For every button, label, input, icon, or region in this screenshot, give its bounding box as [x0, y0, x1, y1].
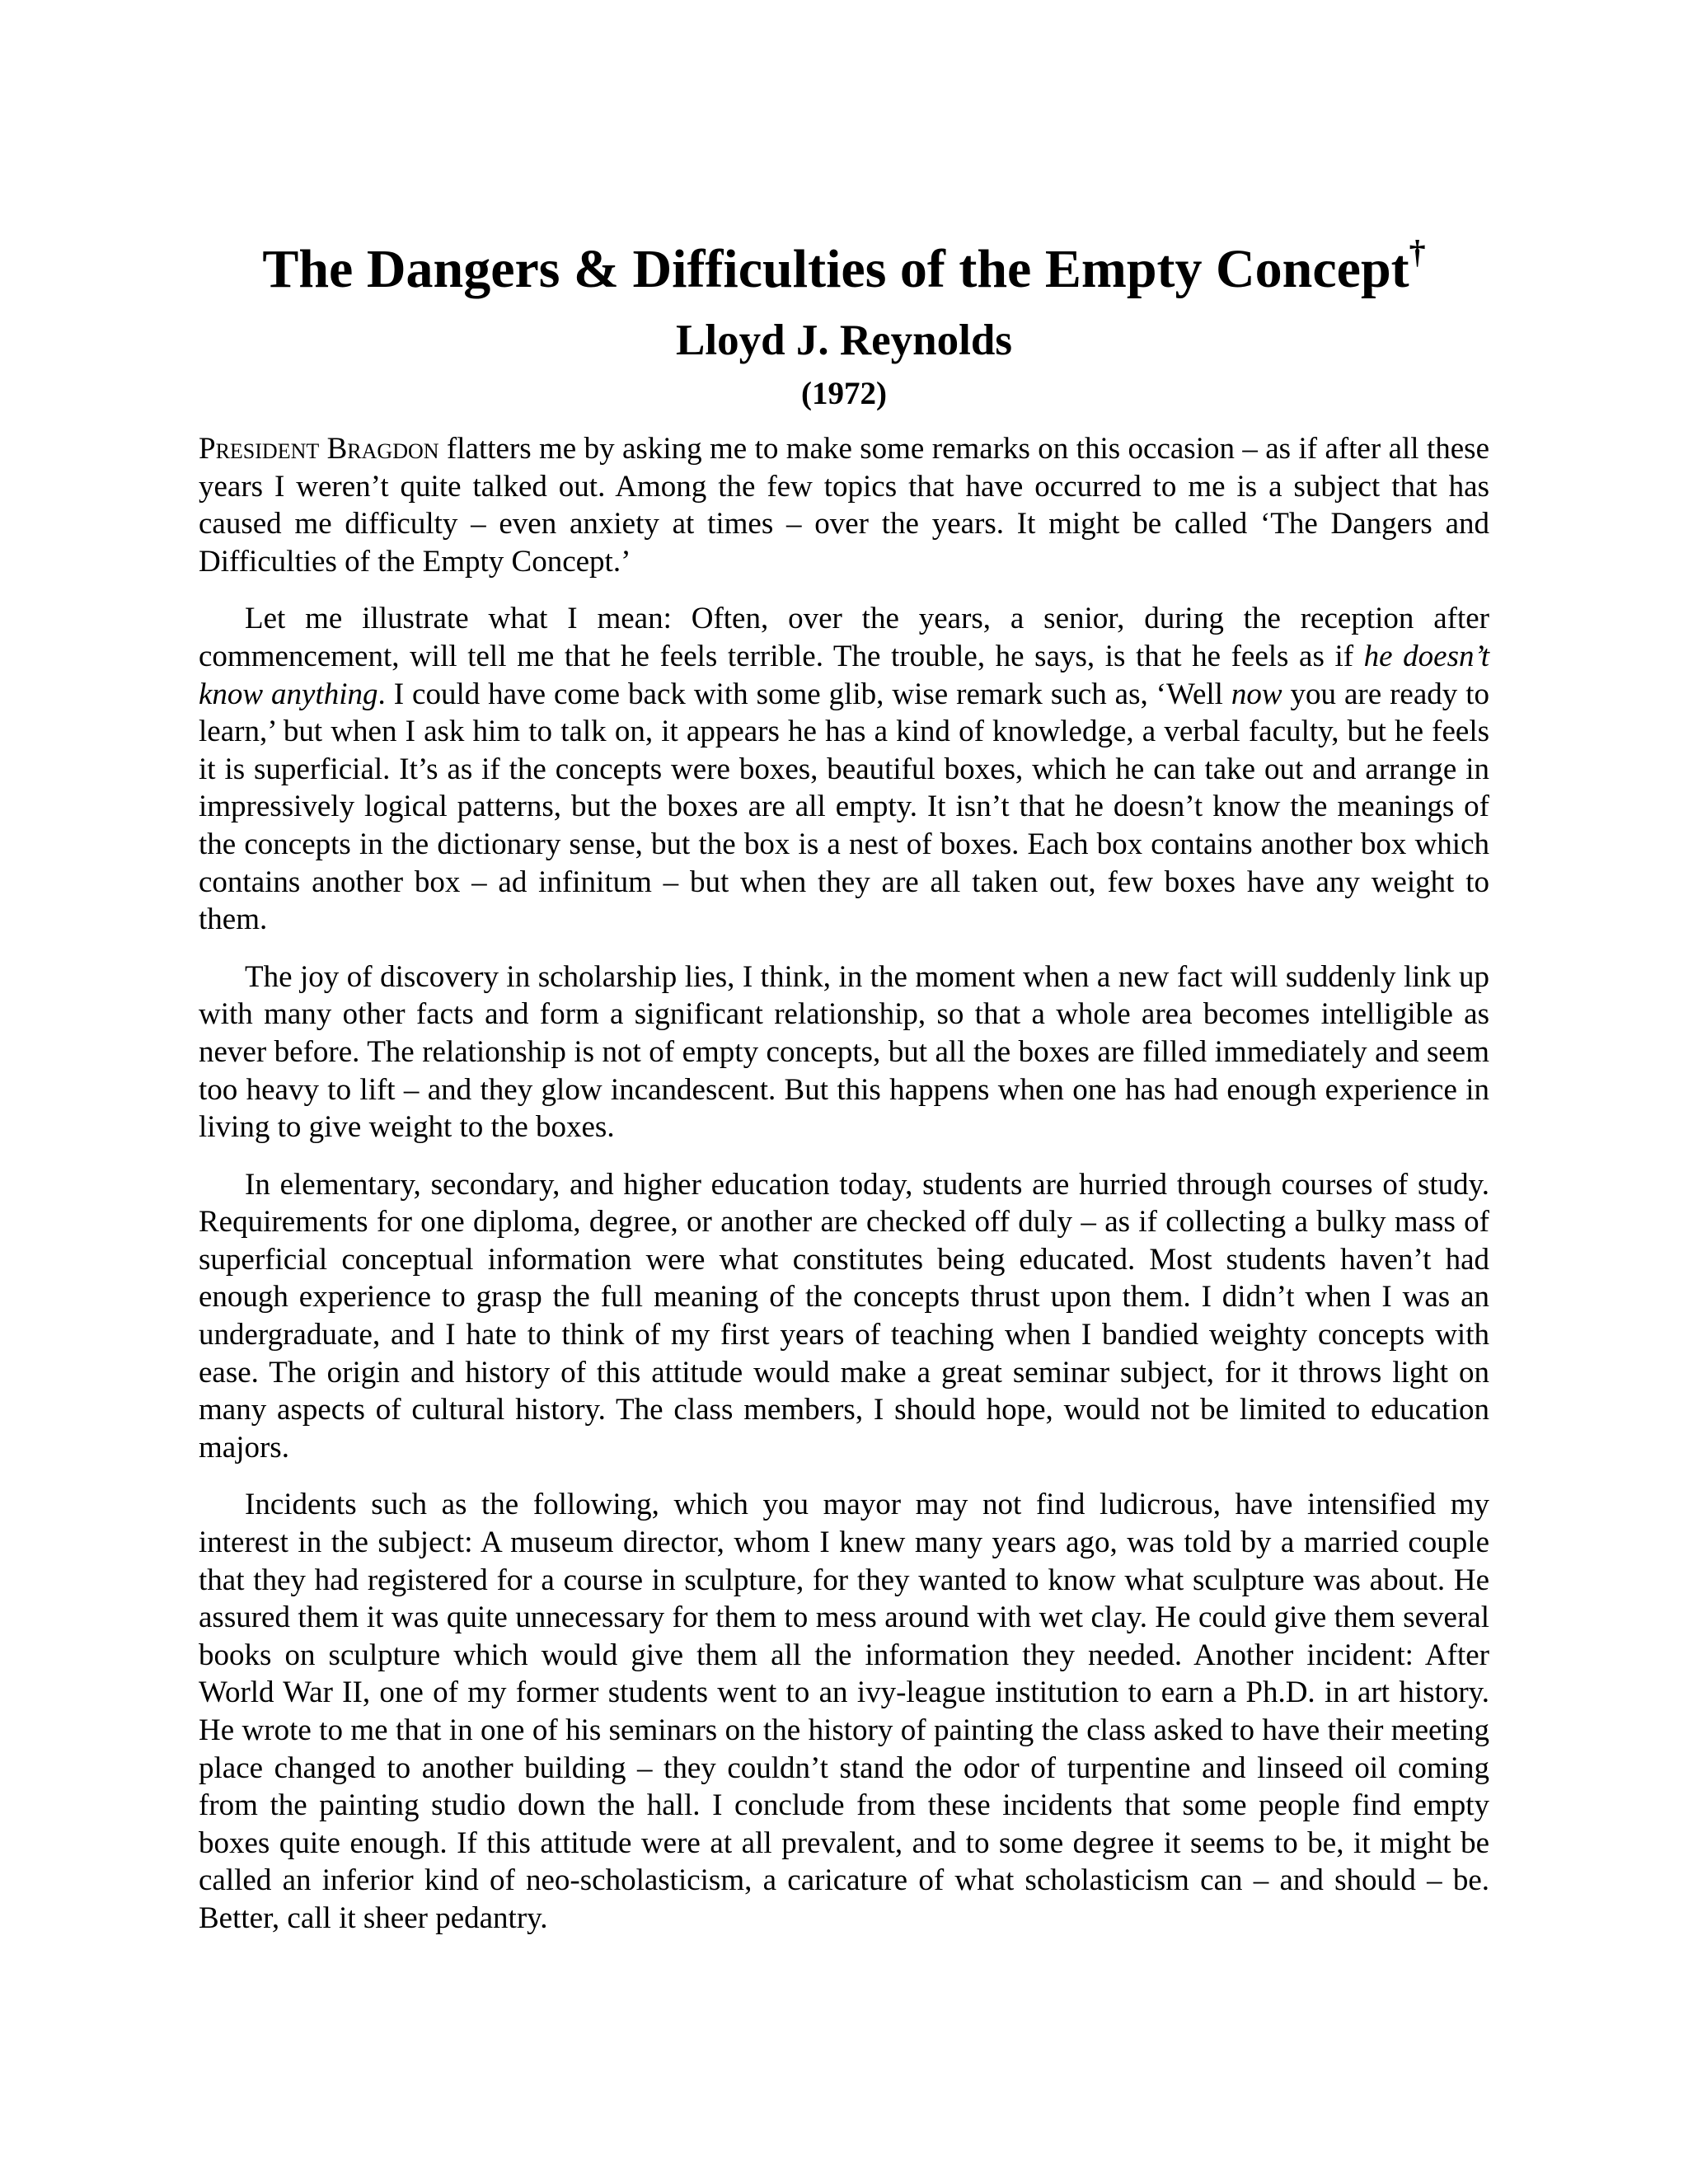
document-body — [199, 430, 1489, 1957]
paragraph-1 — [199, 430, 1489, 580]
small-caps-lead: President Bragdon — [199, 432, 439, 466]
author-name: Lloyd J. Reynolds — [676, 316, 1012, 364]
title-footnote-mark: † — [1409, 233, 1426, 270]
paragraph-1-text: flatters me by asking me to make some remarks on this occasion – as if after all these years I weren’t quite talked out. Among the few topics that have occurred to me is a subject that has caused me difficulty – even anxiety at times – over the years. It might be called ‘The Dangers and Difficulties of the Empty Concept.’ — [199, 432, 1489, 579]
paragraph-5: Incidents such as the following, which you mayor may not find ludicrous, have intensified my interest in the subject: A museum director, whom I knew many years ago, was told by a married couple that they had registered for a course in sculpture, for they wanted to know what sculpture was about. He assured them it was quite unnecessary for them to mess around with wet clay. He could give them several books on sculpture which would give them all the information they needed. Another incident: After World War II, one of my former students went to an ivy-league institution to earn a Ph.D. in art history. He wrote to me that in one of his seminars on the history of painting the class asked to have their meeting place changed to another building – they couldn’t stand the odor of turpentine and linseed oil coming from the painting studio down the hall. I conclude from these incidents that some people find empty boxes quite enough. If this attitude were at all prevalent, and to some degree it seems to be, it might be called an inferior kind of neo-scholasticism, a caricature of what scholasticism can – and should – be. Better, call it sheer pedantry. — [199, 1488, 1489, 1935]
paragraph-2 — [199, 600, 1489, 938]
paragraph-2-text-b: . I could have come back with some glib, wise remark such as, ‘Well — [377, 677, 1231, 711]
paragraph-2-emphasis-2: now — [1231, 677, 1282, 711]
title-text: The Dangers & Difficulties of the Empty Concept — [262, 239, 1409, 299]
document-title — [199, 224, 1489, 302]
paragraph-2-text-a: Let me illustrate what I mean: Often, over the years, a senior, during the reception after commencement, will tell me that he feels terrible. The trouble, he says, is that he feels as if — [199, 602, 1489, 673]
paragraph-2-text-c: you are ready to learn,’ but when I ask him to talk on, it appears he has a kind of knowledge, a verbal faculty, but he feels it is superficial. It’s as if the concepts were boxes, beautiful boxes, which he can take out and arrange in impressively logical patterns, but the boxes are all empty. It isn’t that he doesn’t know the meanings of the concepts in the dictionary sense, but the box is a nest of boxes. Each box contains another box which contains another box – ad infinitum – but when they are all taken out, few boxes have any weight to them. — [199, 677, 1489, 937]
paragraph-4: In elementary, secondary, and higher education today, students are hurried through courses of study. Requirements for one diploma, degree, or another are checked off duly – as if collecting a bulky mass of superficial conceptual information were what constitutes being educated. Most students haven’t had enough experience to grasp the full meaning of the concepts thrust upon them. I didn’t when I was an undergraduate, and I hate to think of my first years of teaching when I bandied weighty concepts with ease. The origin and history of this attitude would make a great seminar subject, for it throws light on many aspects of cultural history. The class members, I should hope, would not be limited to education majors. — [199, 1167, 1489, 1465]
paragraph-2-emphasis-1: he doesn’t know anything — [199, 639, 1489, 711]
publication-year: (1972) — [801, 376, 887, 411]
paragraph-3: The joy of discovery in scholarship lies, I think, in the moment when a new fact will suddenly link up with many other facts and form a significant relationship, so that a whole area becomes intelligible as never before. The relationship is not of empty concepts, but all the boxes are filled immediately and seem too heavy to lift – and they glow incandescent. But this happens when one has had enough experience in living to give weight to the boxes. — [199, 959, 1489, 1145]
